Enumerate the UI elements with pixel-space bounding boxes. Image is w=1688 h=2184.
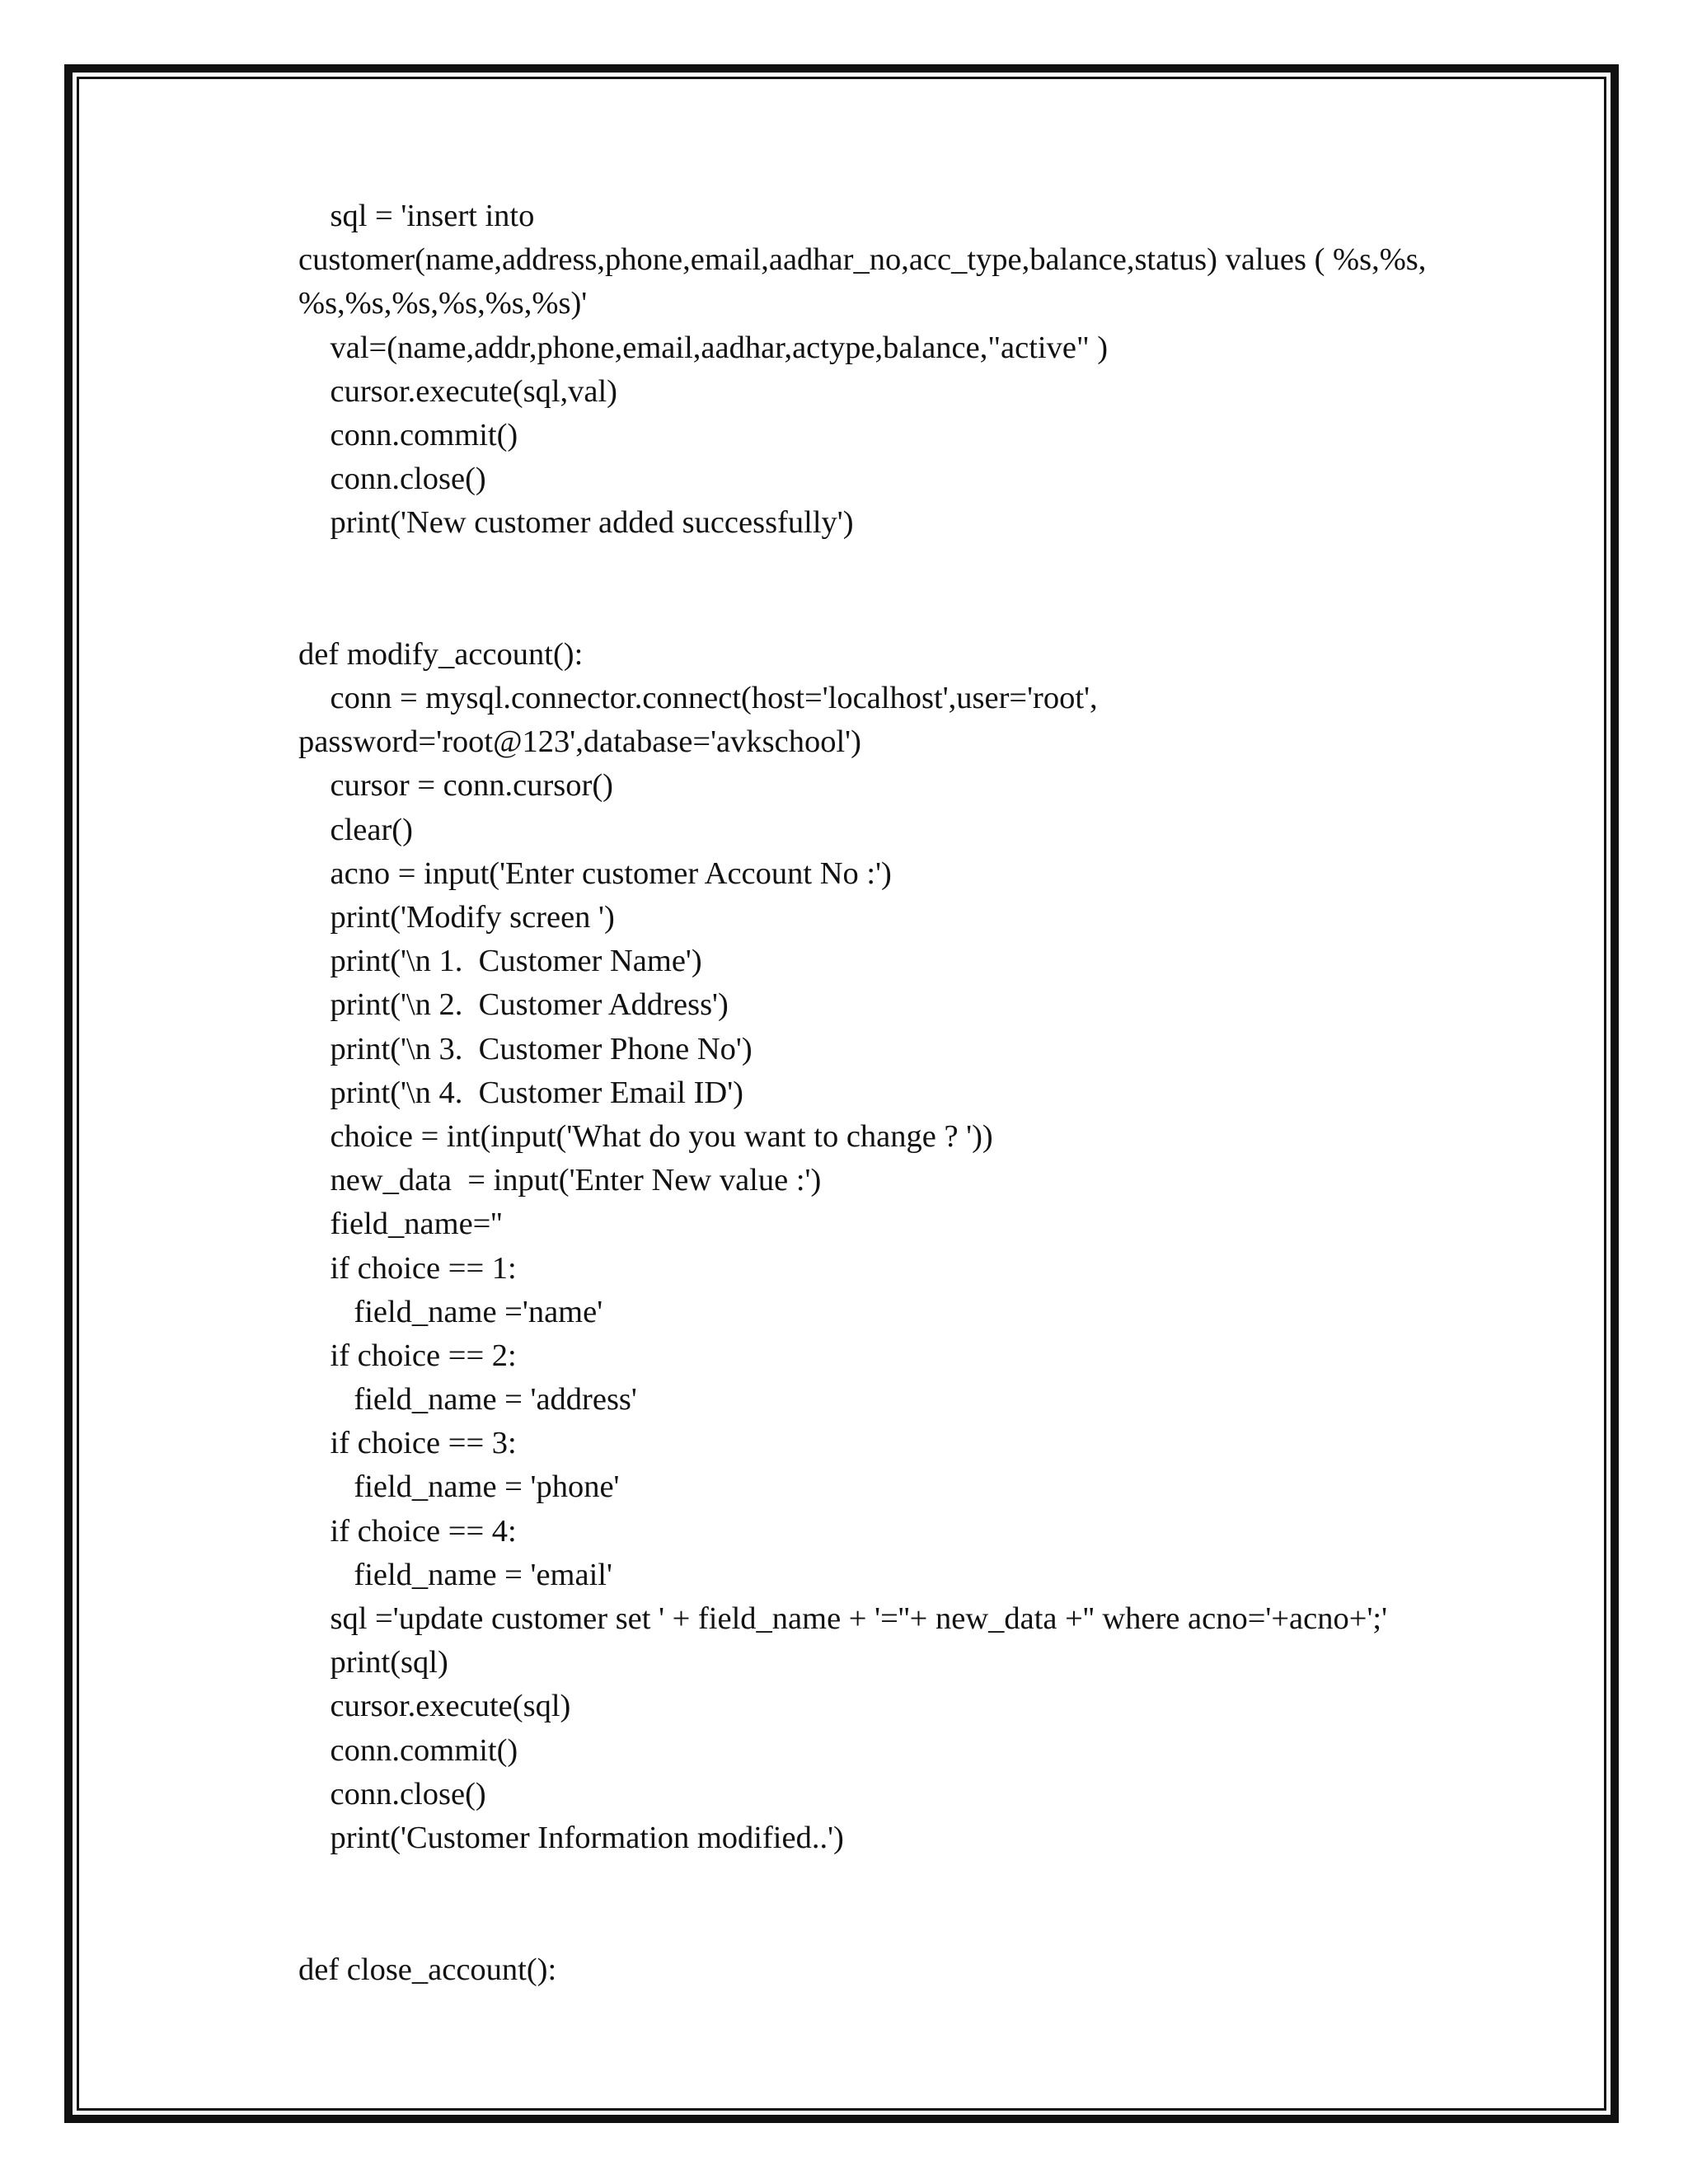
code-line: sql ='update customer set ' + field_name + '=''+ new_data +'' where acno='+acno+';' — [298, 1601, 1388, 1636]
code-line: if choice == 3: — [298, 1426, 517, 1461]
blank-line — [298, 589, 1485, 633]
code-line: field_name ='name' — [298, 1294, 603, 1329]
code-line: print(sql) — [298, 1645, 448, 1680]
code-line: choice = int(input('What do you want to change ? ')) — [298, 1118, 993, 1154]
function-definition: def close_account(): — [298, 1952, 557, 1987]
code-line: val=(name,addr,phone,email,aadhar,actype,balance,"active" ) — [298, 330, 1109, 365]
code-line: field_name = 'address' — [298, 1382, 637, 1418]
code-line: cursor = conn.cursor() — [298, 768, 613, 804]
code-line: if choice == 2: — [298, 1338, 517, 1373]
code-line: password='root@123',database='avkschool') — [298, 724, 861, 760]
code-line: conn.commit() — [298, 1732, 518, 1768]
code-listing — [298, 194, 1485, 1992]
code-line: %s,%s,%s,%s,%s,%s)' — [298, 286, 588, 321]
code-line: customer(name,address,phone,email,aadhar_no,acc_type,balance,status) values ( %s,%s, — [298, 242, 1427, 278]
function-definition: def modify_account(): — [298, 636, 584, 672]
code-line: field_name='' — [298, 1207, 503, 1242]
code-line: conn.close() — [298, 1776, 486, 1811]
code-line: if choice == 1: — [298, 1250, 517, 1286]
code-line: print('\n 3. Customer Phone No') — [298, 1031, 753, 1066]
code-line: cursor.execute(sql,val) — [298, 373, 617, 409]
code-line: new_data = input('Enter New value :') — [298, 1163, 822, 1198]
code-line: print('Customer Information modified..') — [298, 1820, 844, 1855]
code-line: print('\n 1. Customer Name') — [298, 944, 702, 979]
code-line: print('Modify screen ') — [298, 900, 615, 935]
code-line: cursor.execute(sql) — [298, 1689, 571, 1724]
blank-line — [298, 1904, 1485, 1947]
code-line: print('\n 4. Customer Email ID') — [298, 1075, 743, 1110]
code-line: field_name = 'email' — [298, 1557, 612, 1592]
code-line: conn = mysql.connector.connect(host='localhost',user='root', — [298, 681, 1098, 716]
code-line: field_name = 'phone' — [298, 1469, 620, 1505]
code-line: print('New customer added successfully') — [298, 505, 854, 541]
code-line: acno = input('Enter customer Account No :') — [298, 855, 892, 891]
code-line: if choice == 4: — [298, 1513, 517, 1549]
blank-line — [298, 1860, 1485, 1904]
code-line: clear() — [298, 812, 413, 847]
blank-line — [298, 546, 1485, 589]
code-line: conn.close() — [298, 462, 486, 497]
code-line: sql = 'insert into — [298, 199, 535, 233]
code-line: print('\n 2. Customer Address') — [298, 987, 729, 1023]
code-line: conn.commit() — [298, 417, 518, 452]
